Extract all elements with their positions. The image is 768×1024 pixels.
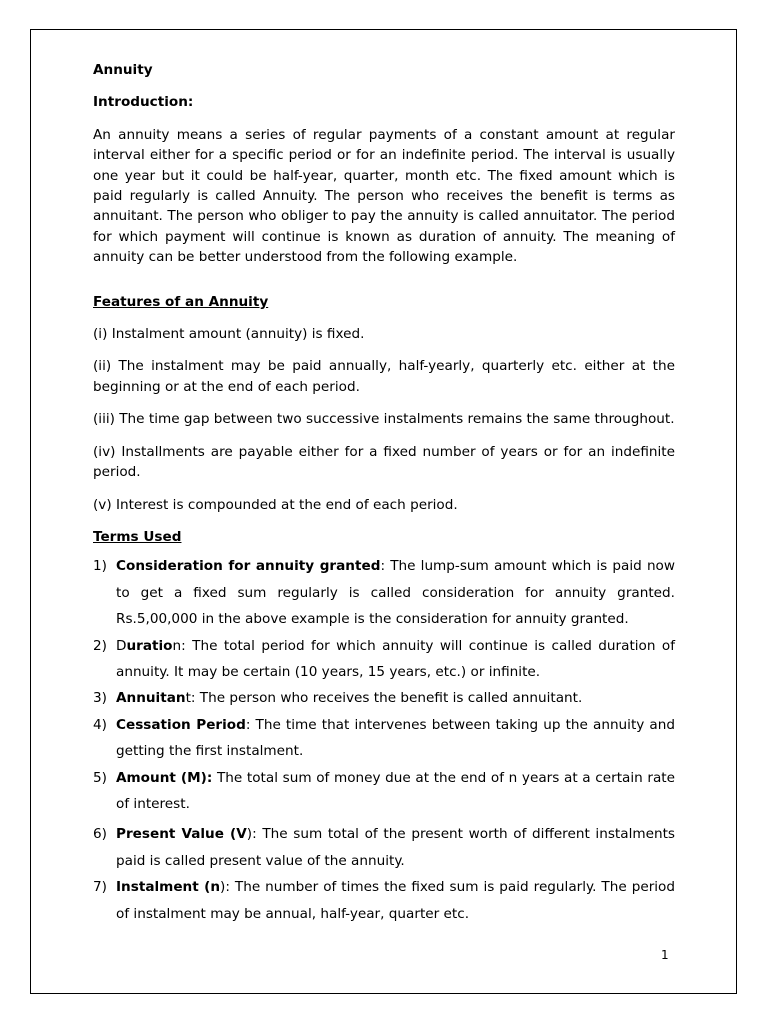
term-item [93, 553, 675, 632]
term-name: uratio [126, 637, 173, 654]
term-number: 1) [93, 558, 107, 575]
document-body [93, 60, 675, 927]
feature-item: (ii) The instalment may be paid annually, half-yearly, quarterly etc. either at the beginning or at the end of each period. [93, 358, 675, 395]
term-item [93, 874, 675, 927]
term-number: 6) [93, 826, 107, 843]
feature-item: (iii) The time gap between two successive instalments remains the same throughout. [93, 411, 675, 428]
term-item [93, 685, 675, 711]
features-heading: Features of an Annuity [93, 293, 269, 310]
term-name: Instalment (n [116, 879, 221, 896]
term-description: : The time that intervenes between taking up the annuity and getting the first instalment. [116, 716, 675, 760]
term-item [93, 821, 675, 874]
term-number: 5) [93, 769, 107, 786]
terms-list [93, 553, 675, 927]
term-name-suffix: t [185, 690, 191, 707]
term-name: Amount (M): [116, 769, 213, 786]
term-item [93, 765, 675, 818]
document-title: Annuity [93, 62, 153, 78]
term-name-prefix: D [116, 637, 127, 654]
feature-item: (iv) Installments are payable either for a fixed number of years or for an indefinite period. [93, 443, 675, 481]
term-description: : The sum total of the present worth of different instalments paid is called present value of the annuity. [116, 826, 675, 869]
term-description: The total sum of money due at the end of n years at a certain rate of interest. [116, 769, 675, 812]
term-description: : The total period for which annuity will continue is called duration of annuity. It may be certain (10 years, 15 years, etc.) or infinite. [116, 637, 675, 680]
term-number: 7) [93, 879, 107, 896]
term-number: 2) [93, 637, 107, 654]
introduction-heading: Introduction: [93, 94, 194, 111]
term-description: : The lump-sum amount which is paid now to get a fixed sum regularly is called consideration for annuity granted. Rs.5,00,000 in the above example is the consideration for annuity granted. [116, 558, 675, 628]
term-name-suffix: n [172, 637, 182, 654]
term-number: 3) [93, 690, 107, 707]
term-description: : The person who receives the benefit is called annuitant. [190, 690, 583, 707]
term-item [93, 712, 675, 765]
term-name: Consideration for annuity granted [116, 558, 381, 575]
term-number: 4) [93, 716, 107, 733]
term-name: Present Value (V [116, 826, 247, 843]
term-name: Cessation Period [116, 716, 246, 733]
page-number: 1 [661, 948, 669, 962]
term-description: : The number of times the fixed sum is paid regularly. The period of instalment may be annual, half-year, quarter etc. [116, 879, 676, 922]
term-item [93, 633, 675, 686]
feature-item: (i) Instalment amount (annuity) is fixed. [93, 326, 365, 343]
term-name: Annuitan [116, 690, 186, 707]
term-name-suffix: ) [246, 826, 253, 843]
feature-item: (v) Interest is compounded at the end of each period. [93, 496, 458, 513]
terms-heading: Terms Used [93, 528, 182, 545]
term-name-suffix: ) [220, 879, 226, 896]
introduction-paragraph: An annuity means a series of regular payments of a constant amount at regular interval either for a specific period or for an indefinite period. The interval is usually one year but it could be half-year, quarter, month etc. The fixed amount which is paid regularly is called Annuity. The person who receives the benefit is terms as annuitant. The person who obliger to pay the annuity is called annuitator. The period for which payment will continue is known as duration of annuity. The meaning of annuity can be better understood from the following example. [93, 126, 675, 266]
